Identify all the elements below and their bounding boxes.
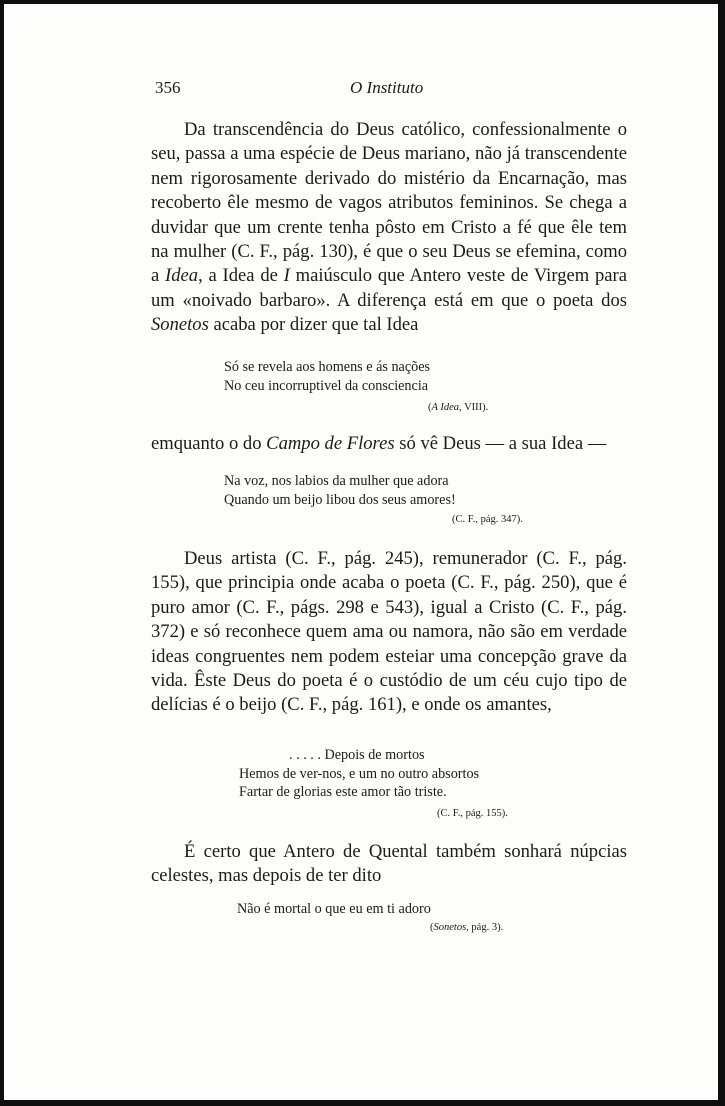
verse-citation-2: (C. F., pág. 347). bbox=[452, 514, 523, 525]
verse-line: Hemos de ver-nos, e um no outro absortos bbox=[239, 765, 480, 782]
idea-italic: Idea bbox=[165, 265, 199, 287]
verse-citation-4: (Sonetos, pág. 3). bbox=[430, 922, 504, 933]
verse-line: Só se revela aos homens e ás nações bbox=[224, 359, 431, 375]
paragraph-1: Da transcendência do Deus católico, confessionalmente o seu, passa a uma espécie de Deus mariano, não já transcendente nem rigorosamente derivado do mistério da Encarnação, mas recoberto êle mesmo de vagos atributos femininos. Se chega a duvidar que um crente tenha pôsto em Cristo a fé que êle tem na mulher (C. F., pág. 130), é que o seu Deus se efemina, como a Idea, a Idea de I maiúsculo que Antero veste de Virgem para um «noivado barbaro». A diferença está em que o poeta dos Sonetos acaba por dizer que tal Idea bbox=[151, 119, 627, 336]
verse-citation-1: (A Idea, VIII). bbox=[428, 402, 489, 413]
sonetos-italic: Sonetos bbox=[151, 314, 209, 336]
campo-de-flores-italic: Campo de Flores bbox=[266, 433, 395, 454]
verse-line: Fartar de glorias este amor tão triste. bbox=[239, 784, 447, 801]
verse-quote-1 bbox=[224, 358, 544, 395]
verse-quote-4 bbox=[237, 900, 557, 919]
paragraph-2: emquanto o do Campo de Flores só vê Deus — a sua Idea — bbox=[151, 433, 607, 454]
verse-quote-2 bbox=[224, 472, 544, 509]
running-title: O Instituto bbox=[350, 78, 424, 97]
verse-line: . . . . . Depois de mortos bbox=[289, 747, 425, 763]
i-italic: I bbox=[283, 265, 290, 287]
paragraph-3: Deus artista (C. F., pág. 245), remunerador (C. F., pág. 155), que principia onde acaba o poeta (C. F., pág. 250), que é puro amor (C. F., págs. 298 e 543), igual a Cristo (C. F., pág. 372) e só reconhece quem ama ou namora, não são em verdade ideas congruentes nem podem esteiar uma concepção grave da vida. Êste Deus do poeta é o custódio de um céu cujo tipo de delícias é o beijo (C. F., pág. 161), e onde os amantes, bbox=[151, 548, 627, 716]
verse-line: No ceu incorruptivel da consciencia bbox=[224, 377, 429, 394]
paragraph-4: É certo que Antero de Quental também sonhará núpcias celestes, mas depois de ter dito bbox=[151, 841, 627, 887]
verse-line: Quando um beijo libou dos seus amores! bbox=[224, 491, 456, 508]
page-header bbox=[155, 78, 623, 102]
verse-citation-3: (C. F., pág. 155). bbox=[437, 808, 508, 819]
verse-line: Na voz, nos labios da mulher que adora bbox=[224, 473, 449, 489]
verse-line: Não é mortal o que eu em ti adoro bbox=[237, 901, 431, 917]
page-number: 356 bbox=[155, 78, 181, 97]
verse-quote-3 bbox=[239, 746, 559, 802]
